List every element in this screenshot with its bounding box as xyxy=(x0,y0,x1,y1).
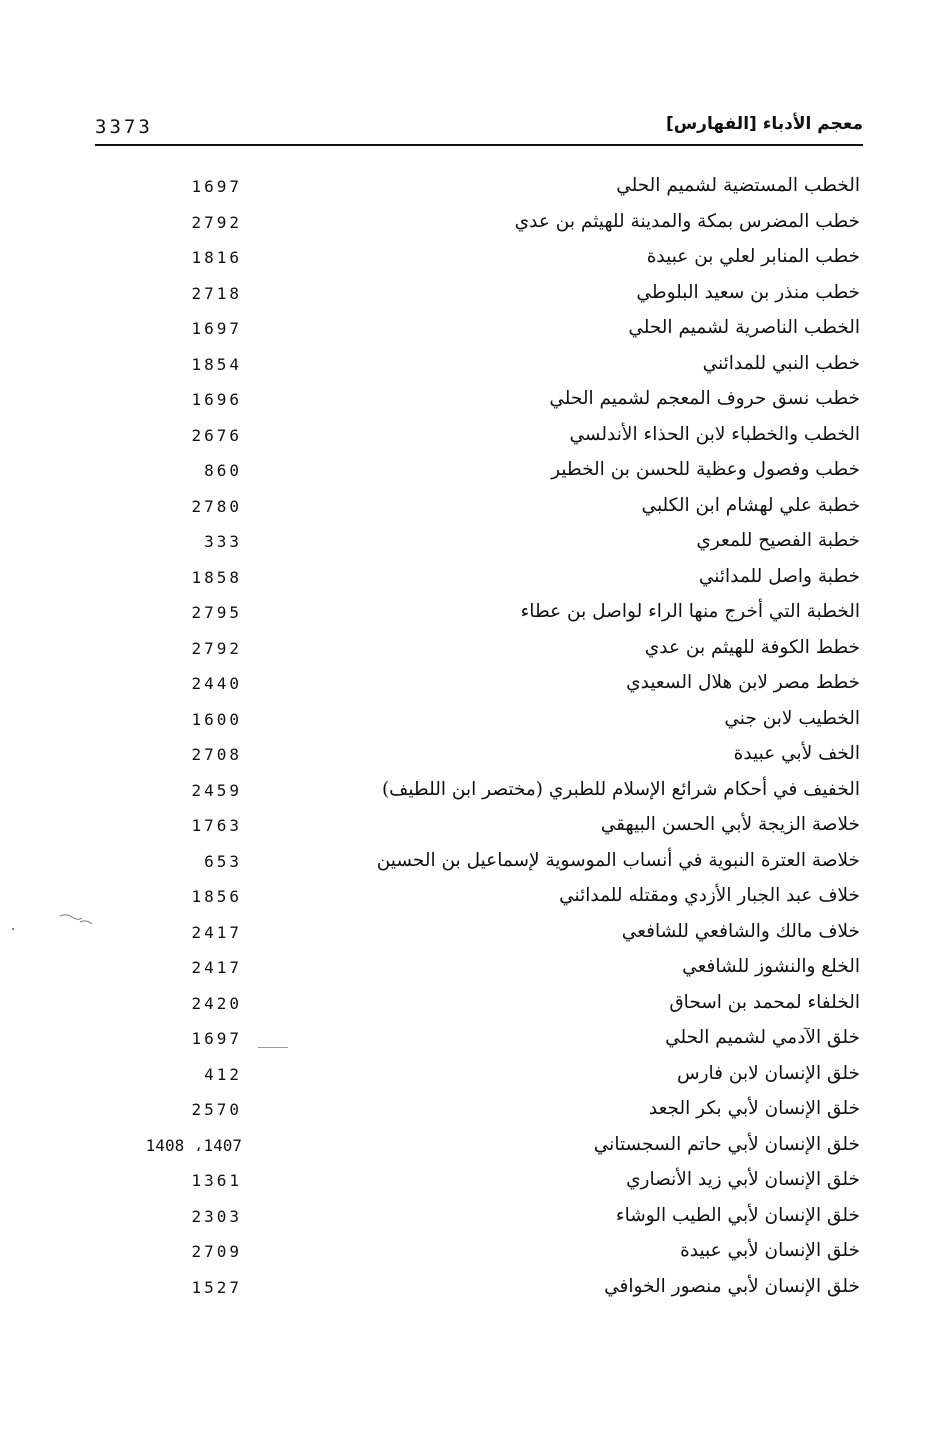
entry-title: خطب المنابر لعلي بن عبيدة xyxy=(646,246,860,267)
entry-title: خلاف مالك والشافعي للشافعي xyxy=(621,920,860,942)
running-title: معجم الأدباء [الفهارس] xyxy=(665,114,863,134)
entry-title: خطط الكوفة للهيثم بن عدي xyxy=(644,636,860,658)
index-entry xyxy=(0,313,932,349)
index-entry xyxy=(0,455,932,491)
index-entry xyxy=(0,278,932,314)
index-entry xyxy=(0,988,932,1024)
entry-title: خطبة واصل للمدائني xyxy=(698,565,860,587)
entry-page-number: 333 xyxy=(204,532,242,551)
index-entry xyxy=(0,1272,932,1308)
index-entry xyxy=(0,1201,932,1237)
entry-title: الخطبة التي أخرج منها الراء لواصل بن عطاء xyxy=(520,601,860,622)
index-entry xyxy=(0,1059,932,1095)
entry-page-number: 2676 xyxy=(191,425,242,445)
entry-title: خلق الآدمي لشميم الحلي xyxy=(665,1027,860,1048)
entry-page-number: 1697 xyxy=(191,1029,242,1048)
entry-page-number: 2303 xyxy=(191,1206,242,1226)
entry-title: خطب منذر بن سعيد البلوطي xyxy=(636,281,860,303)
entry-page-number: 2780 xyxy=(191,496,242,516)
margin-scribble-mark xyxy=(58,908,98,928)
index-entry xyxy=(0,562,932,598)
entry-title: الخفيف في أحكام شرائع الإسلام للطبري (مختصر ابن اللطيف) xyxy=(381,778,860,800)
entry-title: خلق الإنسان لأبي زيد الأنصاري xyxy=(626,1169,860,1190)
entry-page-number: 653 xyxy=(204,851,242,871)
entry-title: خطب المضرس بمكة والمدينة للهيثم بن عدي xyxy=(514,210,860,232)
entry-page-number: 2417 xyxy=(191,922,242,942)
entry-title: خطبة علي لهشام ابن الكلبي xyxy=(641,494,860,516)
index-entry xyxy=(0,171,932,207)
entry-page-number: 2708 xyxy=(191,745,242,764)
index-entry xyxy=(0,704,932,740)
index-entry xyxy=(0,1023,932,1059)
entry-page-number: 1816 xyxy=(191,248,242,267)
entry-title: خلق الإنسان لأبي منصور الخوافي xyxy=(604,1275,860,1297)
index-entry xyxy=(0,1165,932,1201)
index-entries-list xyxy=(0,171,932,1307)
index-entry xyxy=(0,349,932,385)
index-entry xyxy=(0,846,932,882)
entry-page-number: 1696 xyxy=(191,390,242,409)
entry-page-number: 1858 xyxy=(191,567,242,587)
entry-title: الخلع والنشوز للشافعي xyxy=(682,956,860,977)
entry-title: الخطب والخطباء لابن الحذاء الأندلسي xyxy=(569,423,860,445)
index-entry xyxy=(0,597,932,633)
entry-title: خطب النبي للمدائني xyxy=(702,352,860,374)
index-entry xyxy=(0,775,932,811)
index-entry xyxy=(0,420,932,456)
index-entry xyxy=(0,491,932,527)
entry-title: خلاصة الزيجة لأبي الحسن البيهقي xyxy=(600,814,860,835)
entry-page-number: 1407، 1408 xyxy=(145,1135,242,1155)
index-entry xyxy=(0,1094,932,1130)
entry-page-number: 1697 xyxy=(191,177,242,196)
entry-title: خلاصة العترة النبوية في أنساب الموسوية لإسماعيل بن الحسين xyxy=(376,849,860,871)
entry-title: خلق الإنسان لأبي عبيدة xyxy=(680,1240,860,1261)
index-entry xyxy=(0,242,932,278)
entry-page-number: 2795 xyxy=(191,603,242,622)
stray-line xyxy=(258,1047,288,1048)
index-entry xyxy=(0,526,932,562)
entry-title: خلق الإنسان لابن فارس xyxy=(677,1062,860,1084)
entry-page-number: 2417 xyxy=(191,958,242,977)
entry-page-number: 1600 xyxy=(191,709,242,729)
entry-title: خطط مصر لابن هلال السعيدي xyxy=(626,672,860,693)
index-entry xyxy=(0,1130,932,1166)
index-entry xyxy=(0,917,932,953)
entry-page-number: 2792 xyxy=(191,212,242,232)
entry-page-number: 1697 xyxy=(191,319,242,338)
entry-page-number: 2709 xyxy=(191,1242,242,1261)
entry-title: الخف لأبي عبيدة xyxy=(733,743,860,764)
entry-title: خلق الإنسان لأبي بكر الجعد xyxy=(648,1098,860,1119)
index-entry xyxy=(0,1236,932,1272)
entry-page-number: 2792 xyxy=(191,638,242,658)
entry-page-number: 1856 xyxy=(191,887,242,906)
entry-title: الخطب الناصرية لشميم الحلي xyxy=(628,317,860,338)
entry-title: الخطب المستضية لشميم الحلي xyxy=(616,175,860,196)
index-entry xyxy=(0,207,932,243)
index-entry xyxy=(0,952,932,988)
entry-page-number: 2459 xyxy=(191,780,242,800)
entry-title: خطب وفصول وعظية للحسن بن الخطير xyxy=(551,459,860,480)
index-entry xyxy=(0,633,932,669)
entry-page-number: 2440 xyxy=(191,674,242,693)
index-entry xyxy=(0,739,932,775)
entry-page-number: 2420 xyxy=(191,993,242,1013)
entry-page-number: 1361 xyxy=(191,1171,242,1190)
entry-title: خطبة الفصيح للمعري xyxy=(696,530,860,551)
entry-page-number: 1854 xyxy=(191,354,242,374)
entry-page-number: 412 xyxy=(204,1064,242,1084)
entry-title: خلق الإنسان لأبي الطيب الوشاء xyxy=(615,1204,860,1226)
page-header xyxy=(95,112,863,148)
entry-title: خطب نسق حروف المعجم لشميم الحلي xyxy=(549,388,860,409)
index-entry xyxy=(0,384,932,420)
entry-page-number: 1763 xyxy=(191,816,242,835)
entry-title: الخلفاء لمحمد بن اسحاق xyxy=(669,991,860,1013)
entry-page-number: 1527 xyxy=(191,1277,242,1297)
index-entry xyxy=(0,810,932,846)
header-rule xyxy=(95,144,863,146)
page-number: 3373 xyxy=(95,116,153,138)
entry-page-number: 860 xyxy=(204,461,242,480)
entry-page-number: 2570 xyxy=(191,1100,242,1119)
index-entry xyxy=(0,881,932,917)
index-entry xyxy=(0,668,932,704)
entry-page-number: 2718 xyxy=(191,283,242,303)
entry-title: خلق الإنسان لأبي حاتم السجستاني xyxy=(593,1133,860,1155)
margin-dot xyxy=(12,928,14,930)
entry-title: خلاف عبد الجبار الأزدي ومقتله للمدائني xyxy=(559,885,860,906)
entry-title: الخطيب لابن جني xyxy=(724,707,860,729)
